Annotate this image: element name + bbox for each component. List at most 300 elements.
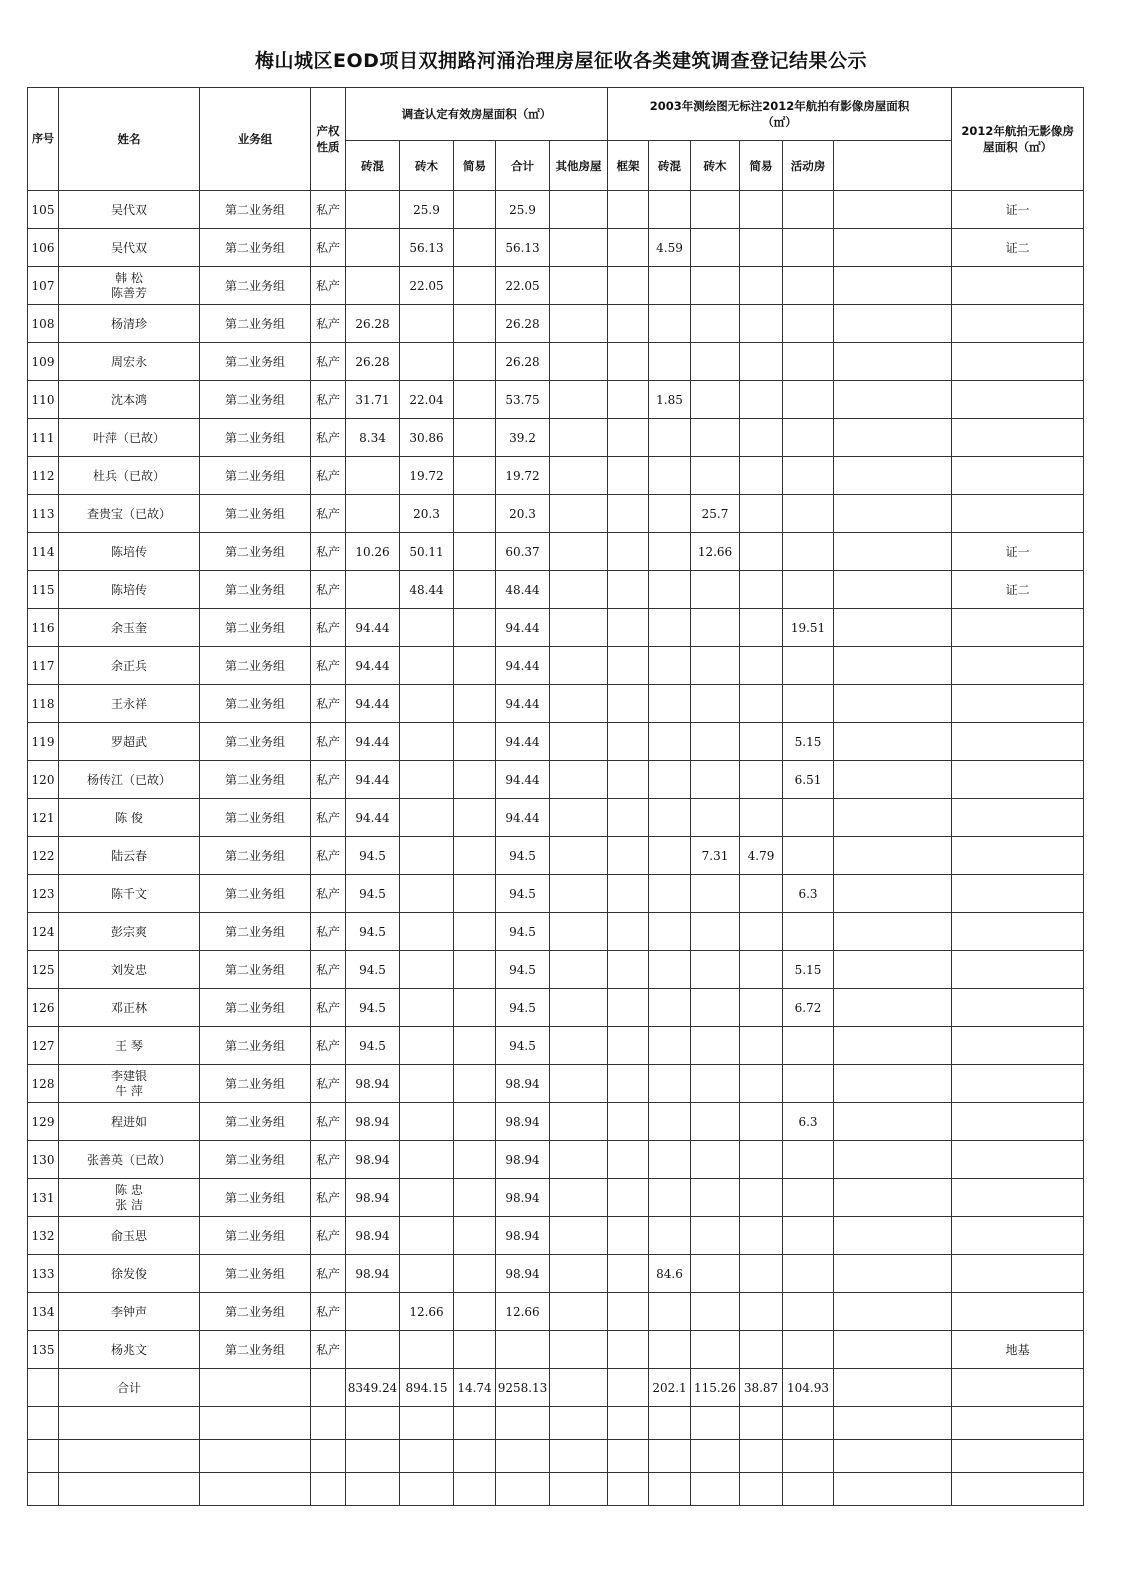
header-simple-2012: 简易 (740, 141, 783, 191)
no-image-cell (834, 1103, 952, 1141)
blank-cell (834, 1407, 952, 1440)
no-image-cell (834, 343, 952, 381)
blank-cell (454, 1440, 496, 1473)
property-nature-cell: 私产 (311, 989, 346, 1027)
property-nature-cell: 私产 (311, 1141, 346, 1179)
header-brick-wood-2012: 砖木 (691, 141, 740, 191)
blank-cell (691, 1407, 740, 1440)
summary-simple-2012-cell: 38.87 (740, 1369, 783, 1407)
summary-row (28, 1369, 1084, 1407)
simple-cell (454, 1141, 496, 1179)
frame-cell (608, 343, 649, 381)
frame-cell (608, 647, 649, 685)
simple-cell (454, 761, 496, 799)
property-nature-cell: 私产 (311, 495, 346, 533)
brick-concrete-2012-cell: 4.59 (649, 229, 691, 267)
no-image-cell (834, 1179, 952, 1217)
mobile-house-cell (783, 1217, 834, 1255)
table-row (28, 229, 1084, 267)
total-cell: 94.44 (496, 609, 550, 647)
seq-cell: 121 (28, 799, 59, 837)
group-cell: 第二业务组 (200, 723, 311, 761)
brick-concrete-cell: 94.5 (346, 951, 400, 989)
table-row (28, 1217, 1084, 1255)
group-cell: 第二业务组 (200, 875, 311, 913)
summary-mobile-house-cell: 104.93 (783, 1369, 834, 1407)
brick-wood-cell (400, 1103, 454, 1141)
summary-frame-cell (608, 1369, 649, 1407)
header-mapping-area: 2003年测绘图无标注2012年航拍有影像房屋面积（㎡） (608, 88, 952, 141)
property-nature-cell: 私产 (311, 1027, 346, 1065)
total-cell: 12.66 (496, 1293, 550, 1331)
seq-cell: 130 (28, 1141, 59, 1179)
summary-brick-concrete-cell: 8349.24 (346, 1369, 400, 1407)
property-nature-cell: 私产 (311, 381, 346, 419)
brick-concrete-cell: 94.44 (346, 799, 400, 837)
brick-wood-cell (400, 609, 454, 647)
brick-concrete-cell: 10.26 (346, 533, 400, 571)
brick-wood-2012-cell (691, 647, 740, 685)
simple-2012-cell (740, 761, 783, 799)
property-nature-cell: 私产 (311, 761, 346, 799)
mobile-house-cell (783, 913, 834, 951)
blank-cell (454, 1407, 496, 1440)
simple-2012-cell (740, 571, 783, 609)
other-cell (550, 1255, 608, 1293)
header-group: 业务组 (200, 88, 311, 191)
simple-2012-cell (740, 495, 783, 533)
name-cell: 杨传江（已故） (59, 761, 200, 799)
simple-2012-cell (740, 229, 783, 267)
remark-cell (952, 913, 1084, 951)
brick-concrete-2012-cell (649, 343, 691, 381)
no-image-cell (834, 381, 952, 419)
seq-cell: 120 (28, 761, 59, 799)
total-cell: 22.05 (496, 267, 550, 305)
mobile-house-cell (783, 1331, 834, 1369)
name-cell: 王 琴 (59, 1027, 200, 1065)
brick-wood-2012-cell (691, 1179, 740, 1217)
no-image-cell (834, 1027, 952, 1065)
frame-cell (608, 571, 649, 609)
mobile-house-cell: 6.72 (783, 989, 834, 1027)
brick-wood-2012-cell (691, 609, 740, 647)
mobile-house-cell (783, 267, 834, 305)
summary-no-image-cell (834, 1369, 952, 1407)
name-cell: 彭宗爽 (59, 913, 200, 951)
brick-concrete-2012-cell (649, 1141, 691, 1179)
brick-concrete-cell: 94.44 (346, 685, 400, 723)
blank-cell (200, 1440, 311, 1473)
group-cell: 第二业务组 (200, 495, 311, 533)
property-nature-cell: 私产 (311, 685, 346, 723)
seq-cell: 127 (28, 1027, 59, 1065)
registration-table (27, 87, 1084, 1506)
blank-cell (783, 1407, 834, 1440)
no-image-cell (834, 1255, 952, 1293)
remark-cell (952, 457, 1084, 495)
brick-wood-2012-cell: 7.31 (691, 837, 740, 875)
blank-cell (454, 1473, 496, 1506)
simple-cell (454, 343, 496, 381)
table-row (28, 913, 1084, 951)
other-cell (550, 951, 608, 989)
remark-cell (952, 989, 1084, 1027)
remark-cell (952, 647, 1084, 685)
brick-wood-2012-cell (691, 419, 740, 457)
remark-cell (952, 609, 1084, 647)
other-cell (550, 229, 608, 267)
simple-cell (454, 723, 496, 761)
brick-wood-cell (400, 837, 454, 875)
simple-cell (454, 647, 496, 685)
mobile-house-cell (783, 343, 834, 381)
total-cell: 26.28 (496, 343, 550, 381)
property-nature-cell: 私产 (311, 571, 346, 609)
blank-cell (496, 1407, 550, 1440)
simple-2012-cell (740, 685, 783, 723)
header-other: 其他房屋 (550, 141, 608, 191)
brick-wood-2012-cell (691, 799, 740, 837)
remark-cell (952, 381, 1084, 419)
property-nature-cell: 私产 (311, 609, 346, 647)
seq-cell: 135 (28, 1331, 59, 1369)
brick-wood-2012-cell (691, 457, 740, 495)
header-frame: 框架 (608, 141, 649, 191)
brick-wood-cell (400, 343, 454, 381)
group-cell: 第二业务组 (200, 1293, 311, 1331)
mobile-house-cell (783, 533, 834, 571)
name-cell: 李建银 牛 萍 (59, 1065, 200, 1103)
table-row (28, 875, 1084, 913)
frame-cell (608, 1027, 649, 1065)
simple-cell (454, 799, 496, 837)
name-cell: 罗超武 (59, 723, 200, 761)
group-cell: 第二业务组 (200, 1255, 311, 1293)
seq-cell: 125 (28, 951, 59, 989)
group-cell: 第二业务组 (200, 571, 311, 609)
brick-concrete-cell (346, 495, 400, 533)
group-cell: 第二业务组 (200, 305, 311, 343)
simple-2012-cell (740, 1179, 783, 1217)
no-image-cell (834, 647, 952, 685)
brick-wood-cell (400, 1255, 454, 1293)
frame-cell (608, 799, 649, 837)
summary-group-cell (200, 1369, 311, 1407)
total-cell: 94.5 (496, 913, 550, 951)
blank-cell (550, 1407, 608, 1440)
simple-cell (454, 267, 496, 305)
total-cell: 94.44 (496, 685, 550, 723)
brick-concrete-2012-cell (649, 1065, 691, 1103)
other-cell (550, 1027, 608, 1065)
seq-cell: 119 (28, 723, 59, 761)
other-cell (550, 989, 608, 1027)
name-cell: 陈 俊 (59, 799, 200, 837)
mobile-house-cell (783, 191, 834, 229)
name-cell: 杨清珍 (59, 305, 200, 343)
simple-2012-cell (740, 799, 783, 837)
brick-concrete-2012-cell (649, 457, 691, 495)
blank-cell (649, 1440, 691, 1473)
table-row (28, 1255, 1084, 1293)
header-total: 合计 (496, 141, 550, 191)
brick-concrete-2012-cell (649, 913, 691, 951)
name-cell: 陆云春 (59, 837, 200, 875)
no-image-cell (834, 229, 952, 267)
other-cell (550, 191, 608, 229)
brick-wood-cell: 30.86 (400, 419, 454, 457)
summary-other-cell (550, 1369, 608, 1407)
remark-cell (952, 1293, 1084, 1331)
seq-cell: 128 (28, 1065, 59, 1103)
header-survey-area: 调查认定有效房屋面积（㎡） (346, 88, 608, 141)
other-cell (550, 305, 608, 343)
brick-wood-cell (400, 723, 454, 761)
group-cell: 第二业务组 (200, 419, 311, 457)
brick-wood-cell (400, 1141, 454, 1179)
brick-wood-cell (400, 951, 454, 989)
no-image-cell (834, 951, 952, 989)
simple-2012-cell (740, 191, 783, 229)
simple-cell (454, 1331, 496, 1369)
total-cell: 98.94 (496, 1103, 550, 1141)
simple-2012-cell (740, 1217, 783, 1255)
remark-cell (952, 837, 1084, 875)
brick-concrete-cell: 98.94 (346, 1179, 400, 1217)
group-cell: 第二业务组 (200, 1103, 311, 1141)
no-image-cell (834, 723, 952, 761)
table-row (28, 989, 1084, 1027)
brick-concrete-2012-cell (649, 951, 691, 989)
name-cell: 程进如 (59, 1103, 200, 1141)
remark-cell (952, 875, 1084, 913)
no-image-cell (834, 571, 952, 609)
other-cell (550, 1217, 608, 1255)
frame-cell (608, 457, 649, 495)
group-cell: 第二业务组 (200, 1065, 311, 1103)
other-cell (550, 647, 608, 685)
total-cell: 98.94 (496, 1065, 550, 1103)
frame-cell (608, 913, 649, 951)
name-cell: 查贵宝（已故） (59, 495, 200, 533)
simple-2012-cell (740, 1103, 783, 1141)
table-row (28, 1331, 1084, 1369)
frame-cell (608, 989, 649, 1027)
brick-wood-2012-cell (691, 1141, 740, 1179)
simple-2012-cell (740, 1293, 783, 1331)
table-row (28, 381, 1084, 419)
table-row (28, 1103, 1084, 1141)
group-cell: 第二业务组 (200, 647, 311, 685)
blank-cell (691, 1473, 740, 1506)
name-cell: 王永祥 (59, 685, 200, 723)
blank-cell (200, 1473, 311, 1506)
simple-cell (454, 419, 496, 457)
remark-cell (952, 1217, 1084, 1255)
mobile-house-cell (783, 1027, 834, 1065)
brick-wood-cell: 25.9 (400, 191, 454, 229)
group-cell: 第二业务组 (200, 837, 311, 875)
other-cell (550, 799, 608, 837)
seq-cell: 114 (28, 533, 59, 571)
simple-2012-cell (740, 419, 783, 457)
mobile-house-cell (783, 647, 834, 685)
name-cell: 陈培传 (59, 571, 200, 609)
mobile-house-cell (783, 1255, 834, 1293)
brick-concrete-cell: 26.28 (346, 305, 400, 343)
brick-concrete-cell: 98.94 (346, 1141, 400, 1179)
header-brick-concrete: 砖混 (346, 141, 400, 191)
brick-concrete-2012-cell (649, 989, 691, 1027)
group-cell: 第二业务组 (200, 1141, 311, 1179)
brick-concrete-2012-cell (649, 723, 691, 761)
brick-concrete-2012-cell (649, 305, 691, 343)
remark-cell (952, 1065, 1084, 1103)
simple-2012-cell (740, 267, 783, 305)
brick-concrete-2012-cell (649, 1027, 691, 1065)
name-cell: 杨兆文 (59, 1331, 200, 1369)
seq-cell: 115 (28, 571, 59, 609)
mobile-house-cell (783, 837, 834, 875)
simple-2012-cell (740, 381, 783, 419)
header-brick-concrete-2012: 砖混 (649, 141, 691, 191)
table-row (28, 761, 1084, 799)
brick-wood-cell: 48.44 (400, 571, 454, 609)
simple-cell (454, 457, 496, 495)
no-image-cell (834, 1293, 952, 1331)
simple-cell (454, 1217, 496, 1255)
frame-cell (608, 1179, 649, 1217)
seq-cell: 106 (28, 229, 59, 267)
brick-wood-cell (400, 1331, 454, 1369)
brick-concrete-cell (346, 229, 400, 267)
no-image-cell (834, 609, 952, 647)
brick-concrete-cell: 94.44 (346, 647, 400, 685)
table-row (28, 457, 1084, 495)
brick-wood-2012-cell (691, 913, 740, 951)
seq-cell: 122 (28, 837, 59, 875)
blank-cell (550, 1473, 608, 1506)
other-cell (550, 609, 608, 647)
other-cell (550, 1331, 608, 1369)
property-nature-cell: 私产 (311, 951, 346, 989)
total-cell: 39.2 (496, 419, 550, 457)
brick-concrete-cell: 94.5 (346, 1027, 400, 1065)
remark-cell (952, 685, 1084, 723)
blank-cell (311, 1473, 346, 1506)
frame-cell (608, 419, 649, 457)
mobile-house-cell: 5.15 (783, 723, 834, 761)
mobile-house-cell: 6.51 (783, 761, 834, 799)
simple-cell (454, 305, 496, 343)
header-no-image-area: 2012年航拍无影像房屋面积（㎡） (952, 88, 1084, 191)
no-image-cell (834, 799, 952, 837)
simple-cell (454, 571, 496, 609)
group-cell: 第二业务组 (200, 1217, 311, 1255)
brick-wood-2012-cell (691, 1027, 740, 1065)
seq-cell: 105 (28, 191, 59, 229)
table-row (28, 609, 1084, 647)
total-cell: 94.5 (496, 989, 550, 1027)
group-cell: 第二业务组 (200, 989, 311, 1027)
brick-wood-2012-cell (691, 191, 740, 229)
group-cell: 第二业务组 (200, 685, 311, 723)
group-cell: 第二业务组 (200, 191, 311, 229)
simple-2012-cell (740, 343, 783, 381)
brick-concrete-cell: 98.94 (346, 1065, 400, 1103)
total-cell: 20.3 (496, 495, 550, 533)
brick-wood-2012-cell (691, 343, 740, 381)
no-image-cell (834, 191, 952, 229)
frame-cell (608, 381, 649, 419)
group-cell: 第二业务组 (200, 951, 311, 989)
brick-wood-2012-cell (691, 571, 740, 609)
mobile-house-cell (783, 457, 834, 495)
total-cell: 25.9 (496, 191, 550, 229)
header-property-nature: 产权性质 (311, 88, 346, 191)
other-cell (550, 343, 608, 381)
other-cell (550, 1179, 608, 1217)
simple-cell (454, 229, 496, 267)
brick-concrete-2012-cell (649, 1331, 691, 1369)
brick-wood-2012-cell (691, 1103, 740, 1141)
total-cell: 94.5 (496, 951, 550, 989)
brick-concrete-cell: 94.44 (346, 761, 400, 799)
table-row (28, 191, 1084, 229)
property-nature-cell: 私产 (311, 1103, 346, 1141)
brick-wood-2012-cell (691, 685, 740, 723)
remark-cell: 地基 (952, 1331, 1084, 1369)
table-row (28, 951, 1084, 989)
name-cell: 周宏永 (59, 343, 200, 381)
table-row (28, 571, 1084, 609)
simple-cell (454, 495, 496, 533)
remark-cell (952, 1179, 1084, 1217)
mobile-house-cell (783, 1293, 834, 1331)
table-row (28, 723, 1084, 761)
summary-total-cell: 9258.13 (496, 1369, 550, 1407)
simple-2012-cell (740, 1027, 783, 1065)
blank-cell (783, 1473, 834, 1506)
remark-cell (952, 799, 1084, 837)
total-cell: 48.44 (496, 571, 550, 609)
group-cell: 第二业务组 (200, 913, 311, 951)
brick-concrete-cell: 31.71 (346, 381, 400, 419)
mobile-house-cell: 5.15 (783, 951, 834, 989)
summary-brick-concrete-2012-cell: 202.1 (649, 1369, 691, 1407)
property-nature-cell: 私产 (311, 1179, 346, 1217)
property-nature-cell: 私产 (311, 799, 346, 837)
name-cell: 俞玉思 (59, 1217, 200, 1255)
other-cell (550, 457, 608, 495)
mobile-house-cell: 6.3 (783, 875, 834, 913)
brick-wood-2012-cell (691, 305, 740, 343)
frame-cell (608, 723, 649, 761)
blank-cell (59, 1473, 200, 1506)
blank-cell (346, 1473, 400, 1506)
blank-cell (649, 1473, 691, 1506)
no-image-cell (834, 267, 952, 305)
brick-wood-cell: 19.72 (400, 457, 454, 495)
name-cell: 余正兵 (59, 647, 200, 685)
seq-cell: 131 (28, 1179, 59, 1217)
total-cell (496, 1331, 550, 1369)
remark-cell: 证二 (952, 229, 1084, 267)
brick-wood-cell (400, 913, 454, 951)
remark-cell (952, 1103, 1084, 1141)
brick-concrete-2012-cell (649, 1217, 691, 1255)
